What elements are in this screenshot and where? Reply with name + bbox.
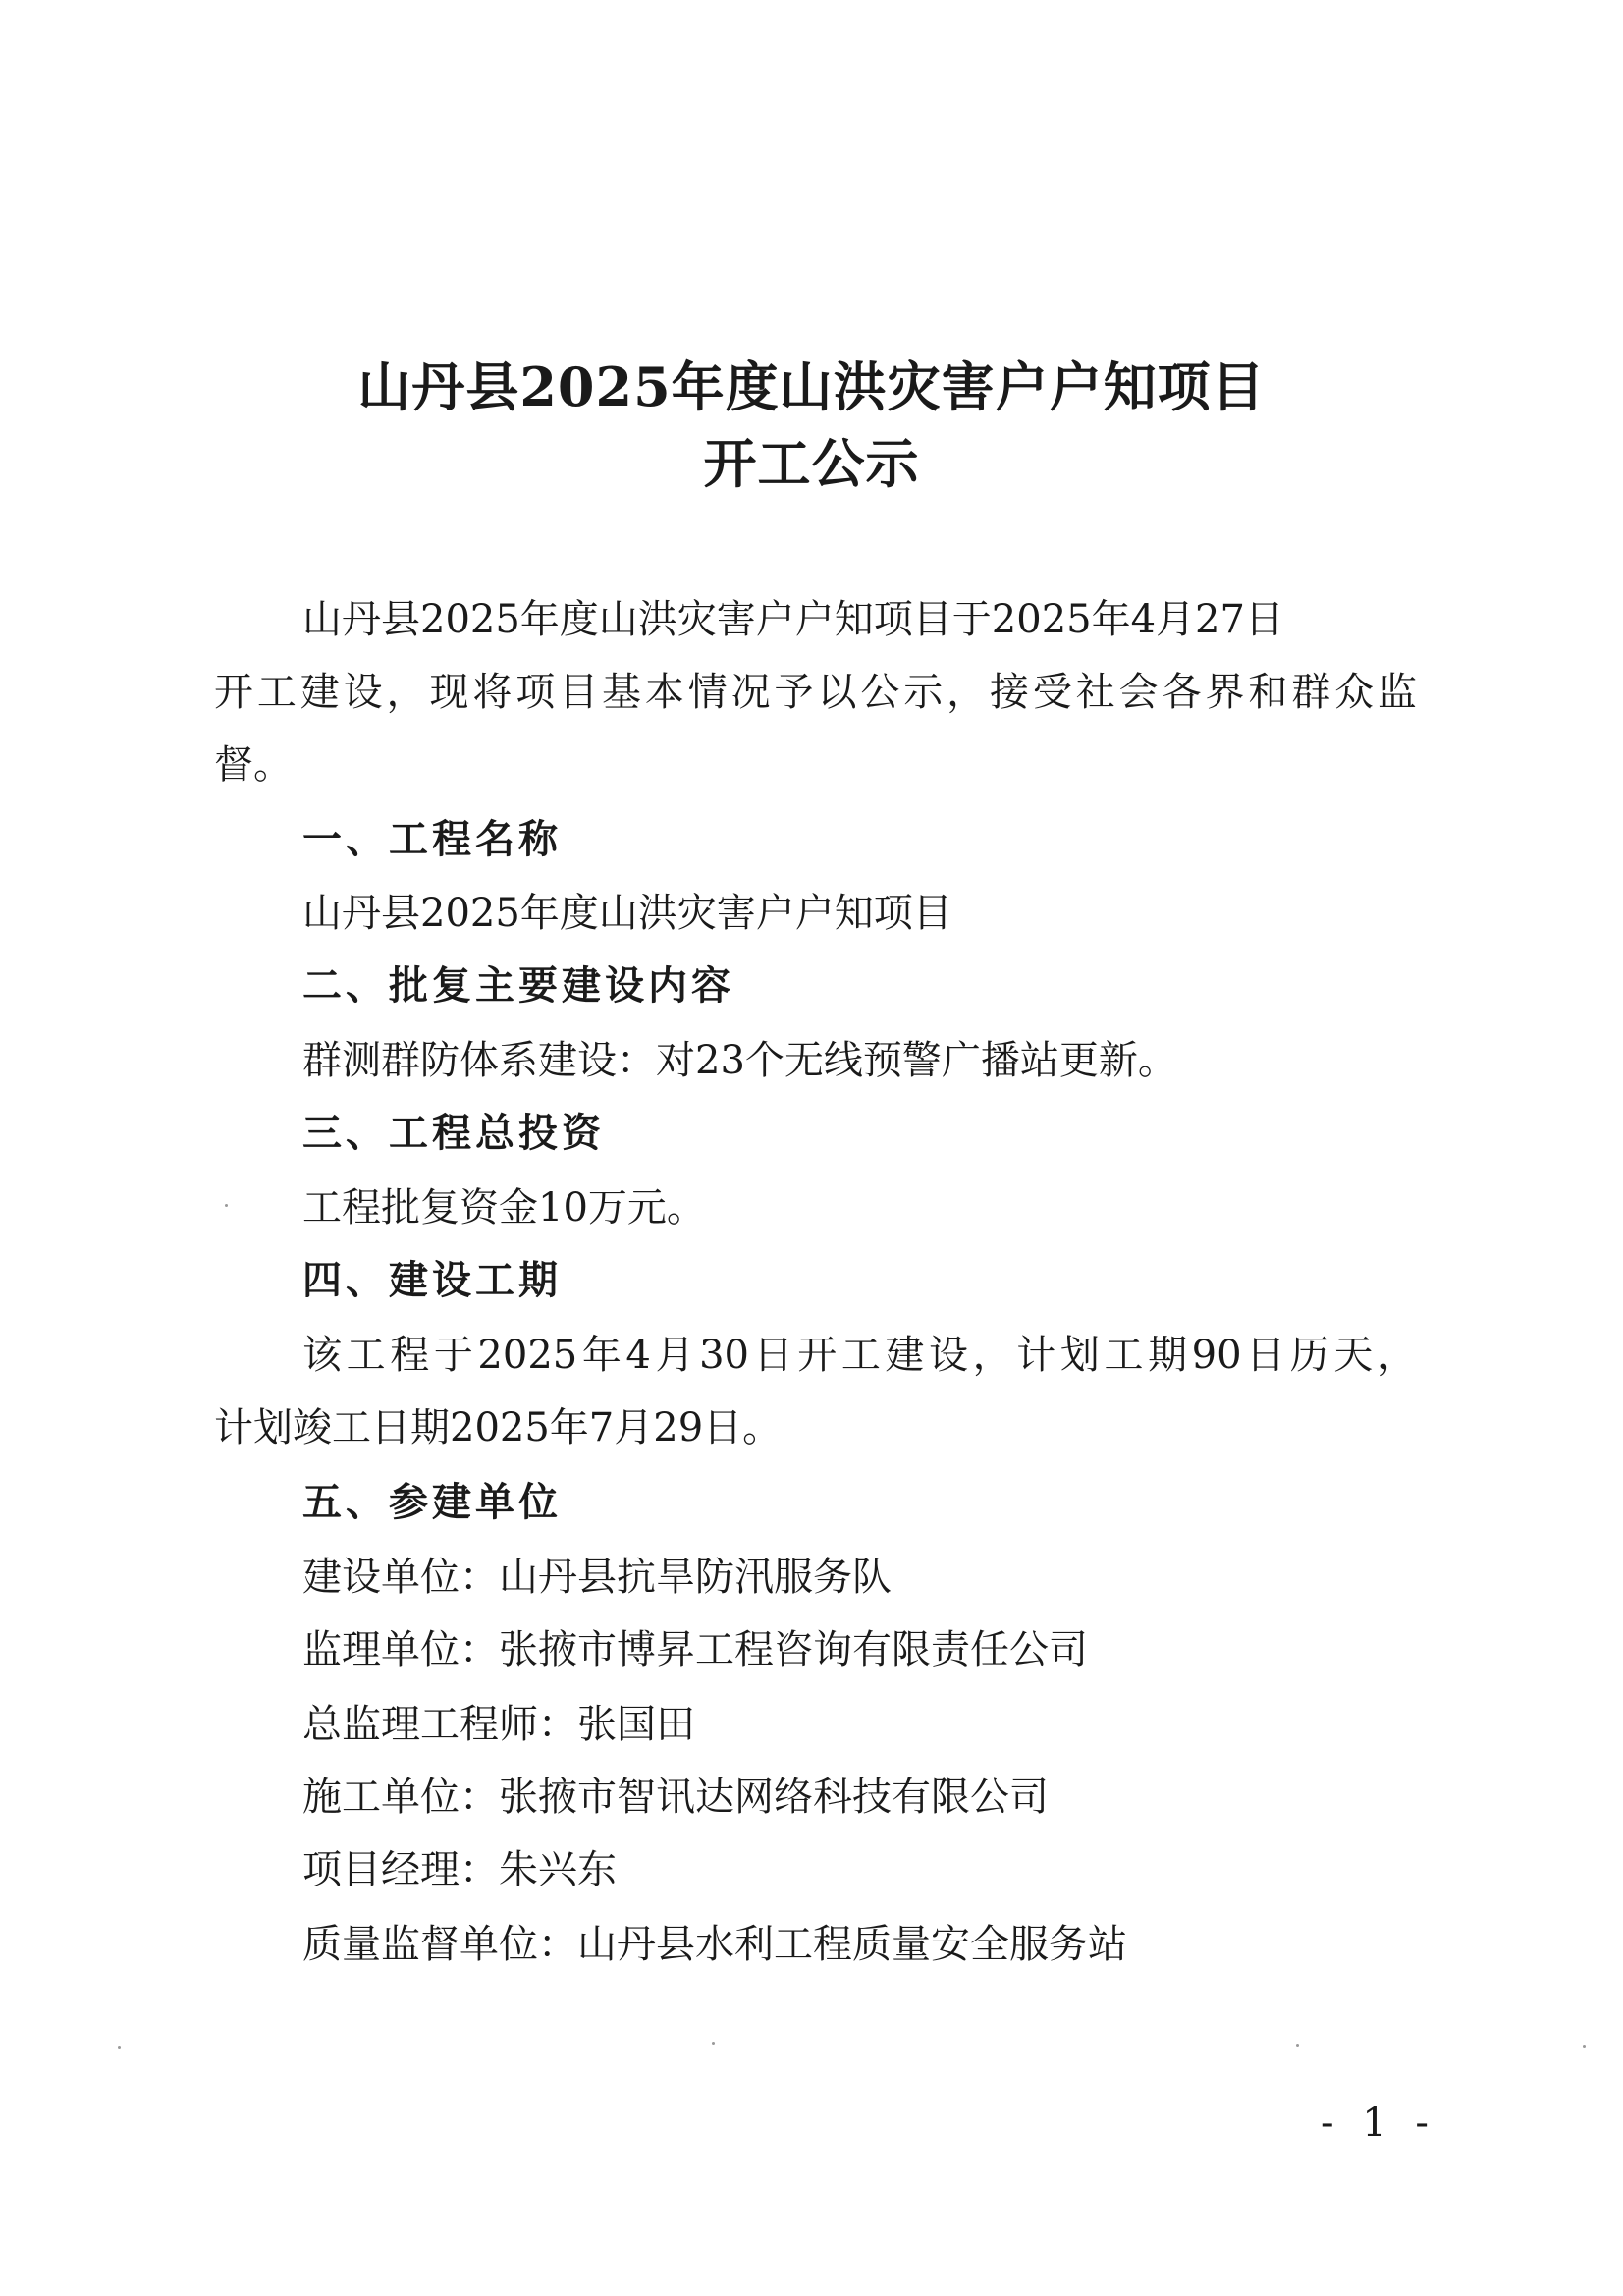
document-subtitle: 开工公示 [703,432,920,495]
quality-supervision-unit: 质量监督单位：山丹县水利工程质量安全服务站 [302,1922,1127,1967]
construction-period-line-2: 计划竣工日期2025年7月29日。 [214,1405,783,1450]
scan-speck [1296,2044,1299,2047]
intro-line-2: 开工建设，现将项目基本情况予以公示，接受社会各界和群众监 [214,670,1417,715]
scan-speck [225,1204,228,1207]
section-heading-total-investment: 三、工程总投资 [302,1111,605,1156]
section-heading-participating-units: 五、参建单位 [302,1480,562,1525]
page-number: - 1 - [1321,2101,1436,2146]
intro-line-1: 山丹县2025年度山洪灾害户户知项目于2025年4月27日 [302,597,1284,642]
section-heading-construction-period: 四、建设工期 [302,1258,562,1303]
supervision-unit: 监理单位：张掖市博昇工程咨询有限责任公司 [302,1627,1088,1672]
scan-speck [118,2046,121,2049]
total-investment-text: 工程批复资金10万元。 [302,1185,706,1230]
construction-content-text: 群测群防体系建设：对23个无线预警广播站更新。 [302,1038,1177,1083]
section-heading-project-name: 一、工程名称 [302,817,562,862]
section-heading-construction-content: 二、批复主要建设内容 [302,963,734,1009]
contractor-unit: 施工单位：张掖市智讯达网络科技有限公司 [302,1775,1049,1820]
scan-speck [712,2042,715,2045]
document-title: 山丹县2025年度山洪灾害户户知项目 [357,355,1266,418]
project-name-text: 山丹县2025年度山洪灾害户户知项目 [302,891,952,936]
scan-speck [1583,2045,1586,2048]
project-manager: 项目经理：朱兴东 [302,1847,617,1892]
intro-line-3: 督。 [214,742,293,788]
construction-unit: 建设单位：山丹县抗旱防汛服务队 [302,1555,892,1600]
chief-supervising-engineer: 总监理工程师：张国田 [302,1702,695,1747]
construction-period-line-1: 该工程于2025年4月30日开工建设，计划工期90日历天， [302,1333,1417,1378]
